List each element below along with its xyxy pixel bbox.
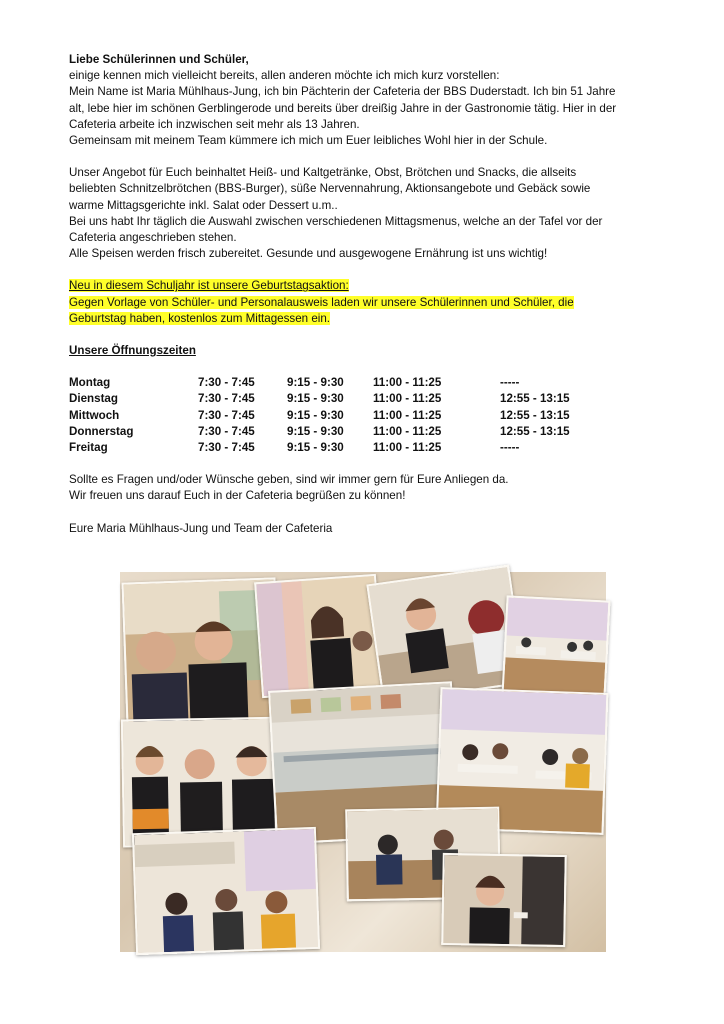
time-cell: 11:00 - 11:25	[373, 441, 442, 455]
photo-dining-room	[501, 595, 610, 700]
time-cell: 11:00 - 11:25	[373, 392, 442, 406]
time-cell: 9:15 - 9:30	[287, 392, 344, 406]
time-cell: 9:15 - 9:30	[287, 441, 344, 455]
photo-students-lunch	[132, 827, 320, 955]
day-cell: Dienstag	[69, 392, 118, 406]
time-cell: 12:55 - 13:15	[500, 408, 570, 422]
offer-line: beliebten Schnitzelbrötchen (BBS-Burger), süße Nervennahrung, Aktionsangebote und Gebäck sowie	[69, 182, 591, 196]
closing-line: Sollte es Fragen und/oder Wünsche geben, sind wir immer gern für Eure Anliegen da.	[69, 473, 509, 487]
time-cell: 7:30 - 7:45	[198, 424, 255, 438]
intro-line: Mein Name ist Maria Mühlhaus-Jung, ich bin Pächterin der Cafeteria der BBS Duderstadt. Ich bin 51 Jahre	[69, 85, 616, 99]
offer-line: warme Mittagsgerichte inkl. Salat oder Dessert u.m..	[69, 198, 338, 212]
photo-collage-cafeteria-team	[120, 572, 606, 952]
photo-staff-smiling	[441, 853, 567, 947]
intro-line: Cafeteria arbeite ich inzwischen seit mehr als 13 Jahren.	[69, 117, 360, 131]
birthday-heading: Neu in diesem Schuljahr ist unsere Geburtstagsaktion:	[69, 279, 349, 293]
time-cell: 9:15 - 9:30	[287, 376, 344, 390]
offer-line: Cafeteria angeschrieben stehen.	[69, 231, 237, 245]
closing-line: Wir freuen uns darauf Euch in der Cafeteria begrüßen zu können!	[69, 489, 406, 503]
time-cell: 9:15 - 9:30	[287, 408, 344, 422]
offer-line: Unser Angebot für Euch beinhaltet Heiß- und Kaltgetränke, Obst, Brötchen und Snacks, die allseits	[69, 166, 577, 180]
time-cell: 7:30 - 7:45	[198, 408, 255, 422]
day-cell: Mittwoch	[69, 408, 120, 422]
day-cell: Freitag	[69, 441, 108, 455]
time-cell: 7:30 - 7:45	[198, 392, 255, 406]
greeting: Liebe Schülerinnen und Schüler,	[69, 53, 249, 66]
time-cell: 12:55 - 13:15	[500, 424, 570, 438]
intro-line: alt, lebe hier im schönen Gerblingerode und bereits über dreißig Jahre in der Gastronomie tätig. Hier in der	[69, 101, 617, 115]
time-cell: 11:00 - 11:25	[373, 376, 442, 390]
offer-line: Alle Speisen werden frisch zubereitet. Gesunde und ausgewogene Ernährung ist uns wichtig!	[69, 247, 548, 261]
table-row	[69, 375, 600, 391]
time-cell: -----	[500, 376, 520, 390]
signature: Eure Maria Mühlhaus-Jung und Team der Cafeteria	[69, 521, 333, 535]
time-cell: 11:00 - 11:25	[373, 408, 442, 422]
day-cell: Donnerstag	[69, 424, 134, 438]
table-row	[69, 408, 600, 424]
time-cell: 12:55 - 13:15	[500, 392, 570, 406]
table-row	[69, 440, 600, 456]
intro-line: einige kennen mich vielleicht bereits, allen anderen möchte ich mich kurz vorstellen:	[69, 69, 500, 83]
birthday-text: Gegen Vorlage von Schüler- und Personalausweis laden wir unsere Schülerinnen und Schüler, die	[69, 295, 574, 309]
photo-kitchen-staff	[254, 574, 384, 698]
time-cell: 7:30 - 7:45	[198, 441, 255, 455]
table-row	[69, 391, 600, 407]
time-cell: 7:30 - 7:45	[198, 376, 255, 390]
letter	[69, 52, 669, 537]
offer-line: Bei uns habt Ihr täglich die Auswahl zwischen verschiedenen Mittagsmenus, welche an der Tafel vor der	[69, 214, 603, 228]
time-cell: -----	[500, 441, 520, 455]
time-cell: 11:00 - 11:25	[373, 424, 442, 438]
birthday-text: Geburtstag haben, kostenlos zum Mittagessen ein.	[69, 311, 331, 325]
day-cell: Montag	[69, 376, 111, 390]
time-cell: 9:15 - 9:30	[287, 424, 344, 438]
opening-hours-table	[69, 375, 600, 456]
table-row	[69, 424, 600, 440]
intro-line: Gemeinsam mit meinem Team kümmere ich mich um Euer leibliches Wohl hier in der Schule.	[69, 134, 548, 148]
hours-heading: Unsere Öffnungszeiten	[69, 344, 196, 358]
